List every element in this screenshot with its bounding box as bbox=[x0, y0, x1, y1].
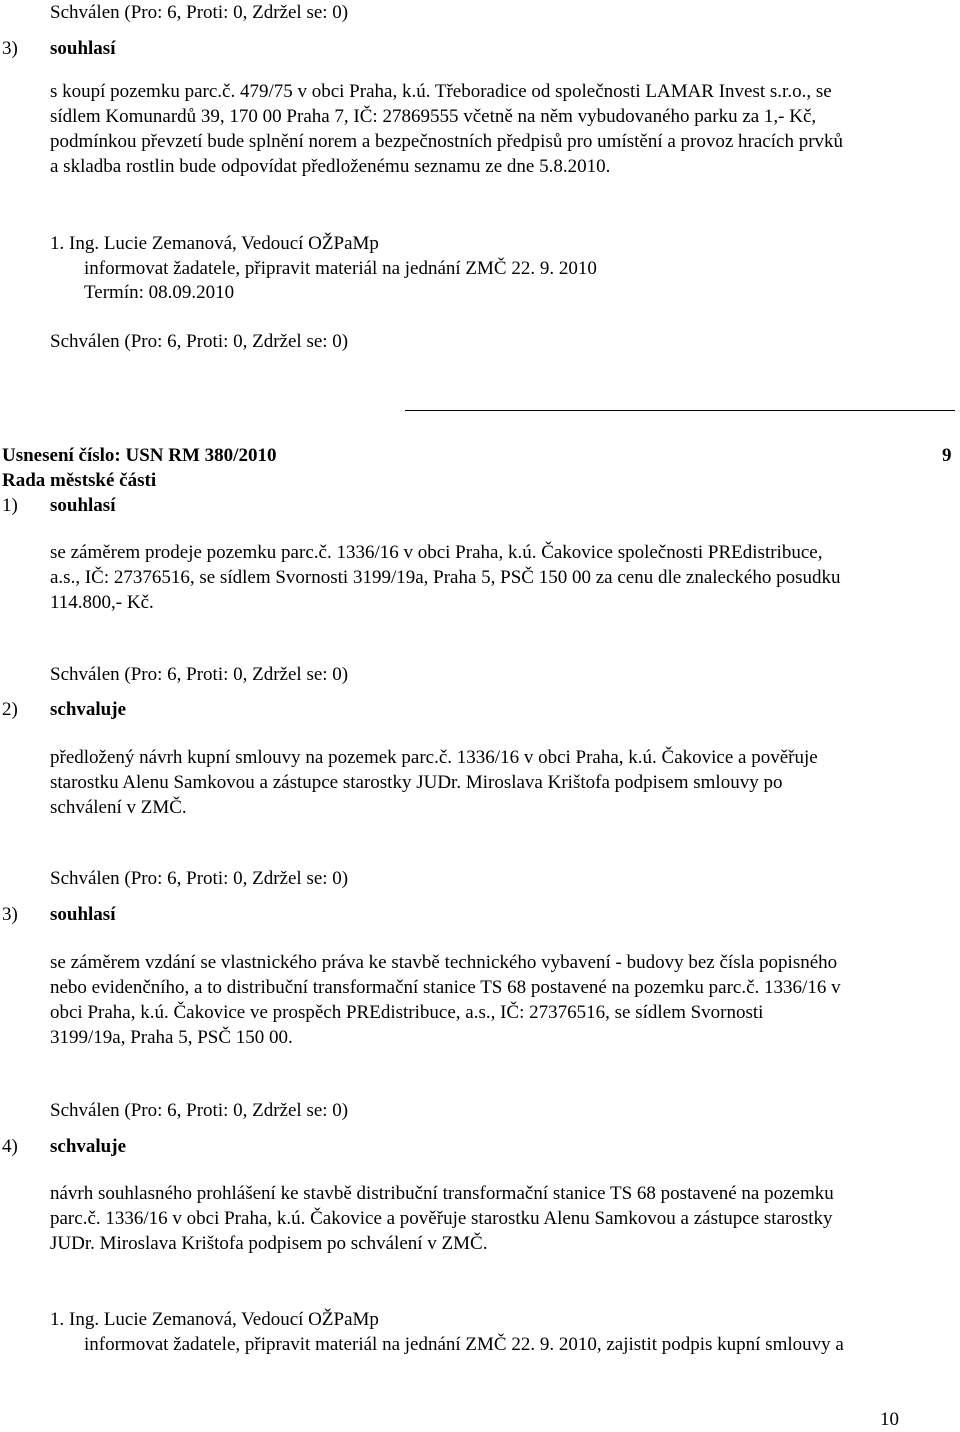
task-deadline: Termín: 08.09.2010 bbox=[84, 282, 235, 303]
paragraph-line: 3199/19a, Praha 5, PSČ 150 00. bbox=[50, 1027, 293, 1048]
resolution-number: Usnesení číslo: USN RM 380/2010 bbox=[2, 445, 277, 466]
paragraph-line: předložený návrh kupní smlouvy na pozemek parc.č. 1336/16 v obci Praha, k.ú. Čakovice a pověřuje bbox=[50, 747, 818, 768]
item-verb: souhlasí bbox=[50, 495, 116, 516]
paragraph-line: JUDr. Miroslava Krištofa podpisem po schválení v ZMČ. bbox=[50, 1233, 488, 1254]
page-number: 10 bbox=[880, 1409, 899, 1430]
item-number: 2) bbox=[2, 699, 18, 720]
paragraph-line: starostku Alenu Samkovou a zástupce starostky JUDr. Miroslava Krištofa podpisem smlouvy po bbox=[50, 772, 783, 793]
paragraph-line: sídlem Komunardů 39, 170 00 Praha 7, IČ: 27869555 včetně na něm vybudovaného parku za 1,- Kč, bbox=[50, 106, 817, 127]
task-description: informovat žadatele, připravit materiál na jednání ZMČ 22. 9. 2010, zajistit podpis kupní smlouvy a bbox=[84, 1334, 844, 1355]
paragraph-line: návrh souhlasného prohlášení ke stavbě distribuční transformační stanice TS 68 postavené na pozemku bbox=[50, 1183, 834, 1204]
item-number: 1) bbox=[2, 495, 18, 516]
paragraph-line: podmínkou převzetí bude splnění norem a bezpečnostních předpisů pro umístění a provoz hracích prvků bbox=[50, 131, 844, 152]
vote-result: Schválen (Pro: 6, Proti: 0, Zdržel se: 0) bbox=[50, 2, 349, 23]
paragraph-line: a.s., IČ: 27376516, se sídlem Svornosti 3199/19a, Praha 5, PSČ 150 00 za cenu dle znaleckého posudku bbox=[50, 567, 841, 588]
section-divider bbox=[405, 410, 955, 411]
vote-result: Schválen (Pro: 6, Proti: 0, Zdržel se: 0) bbox=[50, 664, 349, 685]
task-assignee: 1. Ing. Lucie Zemanová, Vedoucí OŽPaMp bbox=[50, 233, 379, 254]
paragraph-line: nebo evidenčního, a to distribuční transformační stanice TS 68 postavené na pozemku parc.č. 1336/16 v bbox=[50, 977, 841, 998]
paragraph-line: 114.800,- Kč. bbox=[50, 592, 154, 613]
paragraph-line: se záměrem vzdání se vlastnického práva ke stavbě technického vybavení - budovy bez čísla popisného bbox=[50, 952, 838, 973]
paragraph-line: obci Praha, k.ú. Čakovice ve prospěch PREdistribuce, a.s., IČ: 27376516, se sídlem Svornosti bbox=[50, 1002, 764, 1023]
item-verb: souhlasí bbox=[50, 38, 116, 59]
vote-result: Schválen (Pro: 6, Proti: 0, Zdržel se: 0) bbox=[50, 331, 349, 352]
vote-result: Schválen (Pro: 6, Proti: 0, Zdržel se: 0) bbox=[50, 868, 349, 889]
item-number: 3) bbox=[2, 38, 18, 59]
vote-result: Schválen (Pro: 6, Proti: 0, Zdržel se: 0) bbox=[50, 1100, 349, 1121]
task-assignee: 1. Ing. Lucie Zemanová, Vedoucí OŽPaMp bbox=[50, 1309, 379, 1330]
paragraph-line: parc.č. 1336/16 v obci Praha, k.ú. Čakovice a pověřuje starostku Alenu Samkovou a zástupce starostky bbox=[50, 1208, 833, 1229]
item-number: 3) bbox=[2, 904, 18, 925]
item-verb: schvaluje bbox=[50, 699, 126, 720]
item-verb: souhlasí bbox=[50, 904, 116, 925]
agenda-item-number: 9 bbox=[942, 445, 952, 466]
item-verb: schvaluje bbox=[50, 1136, 126, 1157]
paragraph-line: a skladba rostlin bude odpovídat předloženému seznamu ze dne 5.8.2010. bbox=[50, 156, 611, 177]
item-number: 4) bbox=[2, 1136, 18, 1157]
paragraph-line: schválení v ZMČ. bbox=[50, 797, 187, 818]
task-description: informovat žadatele, připravit materiál na jednání ZMČ 22. 9. 2010 bbox=[84, 258, 597, 279]
resolution-body: Rada městské části bbox=[2, 470, 157, 491]
paragraph-line: se záměrem prodeje pozemku parc.č. 1336/16 v obci Praha, k.ú. Čakovice společnosti PREdistribuce, bbox=[50, 542, 823, 563]
paragraph-line: s koupí pozemku parc.č. 479/75 v obci Praha, k.ú. Třeboradice od společnosti LAMAR Invest s.r.o., se bbox=[50, 81, 832, 102]
